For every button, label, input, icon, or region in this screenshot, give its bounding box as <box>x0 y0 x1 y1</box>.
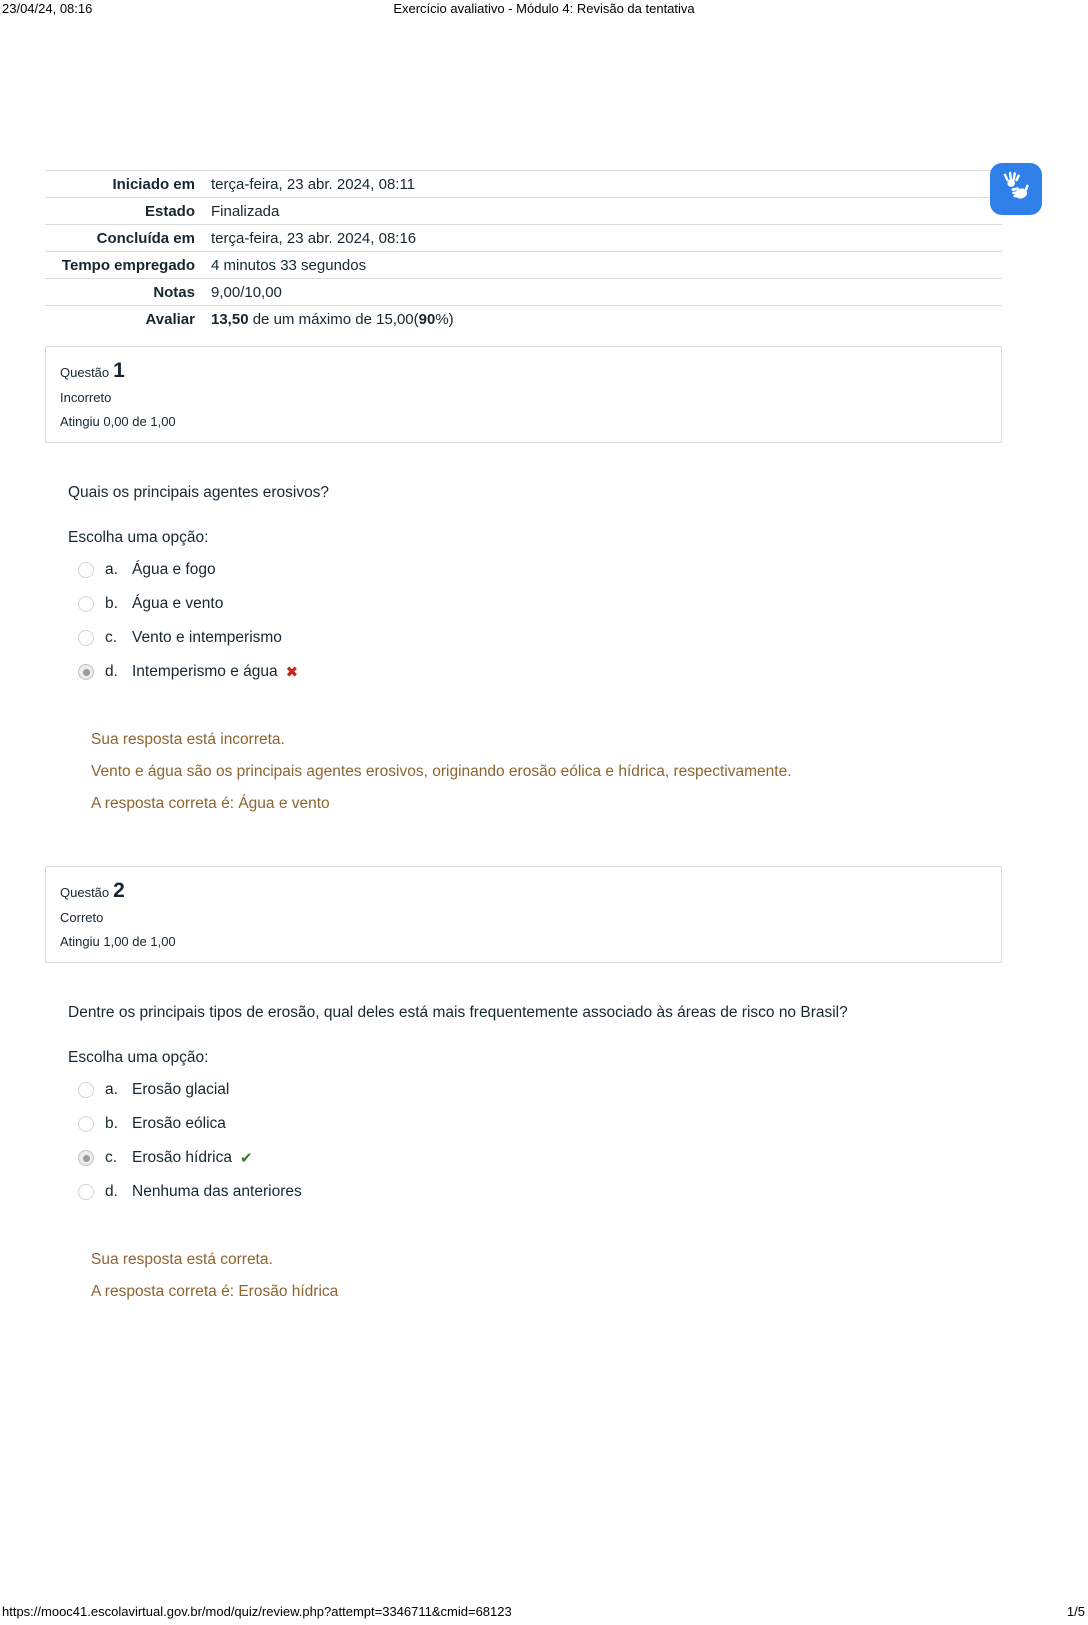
answer-options <box>68 560 1002 682</box>
option-text: Nenhuma das anteriores <box>132 1183 302 1200</box>
option-text: Erosão eólica <box>132 1115 226 1132</box>
summary-row-grade <box>45 305 1002 332</box>
incorrect-cross-icon: ✖ <box>285 664 299 681</box>
summary-label: Concluída em <box>96 230 195 247</box>
question-1-info-box <box>45 346 1002 443</box>
option-row-a <box>68 560 1002 580</box>
option-text: Água e vento <box>132 595 224 612</box>
feedback-verdict: Sua resposta está incorreta. <box>91 731 285 748</box>
option-letter: d. <box>105 1183 118 1200</box>
question-state-badge: Incorreto <box>60 390 112 405</box>
option-row-d-selected <box>68 662 1002 682</box>
summary-label: Iniciado em <box>112 176 195 193</box>
question-1-content <box>68 483 1002 814</box>
option-letter: a. <box>105 1081 118 1098</box>
summary-row-marks <box>45 278 1002 305</box>
radio-button-selected[interactable] <box>78 1150 94 1166</box>
summary-value: Finalizada <box>211 203 280 220</box>
option-text: Erosão glacial <box>132 1081 230 1098</box>
question-text: Dentre os principais tipos de erosão, qual deles está mais frequentemente associado às áreas de risco no Brasil? <box>68 1004 848 1021</box>
radio-button[interactable] <box>78 596 94 612</box>
question-grade: Atingiu 0,00 de 1,00 <box>60 414 176 429</box>
summary-value <box>195 310 454 329</box>
question-number <box>60 359 987 383</box>
libras-accessibility-button[interactable] <box>990 163 1042 215</box>
print-header <box>0 1 1088 19</box>
option-row-b <box>68 1114 1002 1134</box>
summary-value: 9,00/10,00 <box>211 284 282 301</box>
option-letter: c. <box>105 629 118 646</box>
question-2-info-box <box>45 866 1002 963</box>
radio-button[interactable] <box>78 1116 94 1132</box>
hand-talk-libras-icon <box>999 170 1033 209</box>
question-2-feedback <box>91 1250 1002 1302</box>
summary-row-time-taken <box>45 251 1002 278</box>
feedback-correct-answer: A resposta correta é: Água e vento <box>91 795 330 812</box>
radio-button[interactable] <box>78 562 94 578</box>
choice-prompt: Escolha uma opção: <box>68 529 209 546</box>
choice-prompt: Escolha uma opção: <box>68 1049 209 1066</box>
summary-label: Notas <box>153 284 195 301</box>
option-letter: d. <box>105 663 118 680</box>
question-number-value: 1 <box>113 359 125 382</box>
option-row-a <box>68 1080 1002 1100</box>
summary-row-state <box>45 197 1002 224</box>
question-number <box>60 879 987 903</box>
summary-label: Avaliar <box>145 311 195 328</box>
quiz-review-content <box>45 170 1002 1314</box>
option-text: Erosão hídrica <box>132 1149 232 1166</box>
question-2-content <box>68 1003 1002 1302</box>
radio-button-selected[interactable] <box>78 664 94 680</box>
correct-check-icon: ✔ <box>239 1150 253 1167</box>
option-letter: b. <box>105 595 118 612</box>
option-letter: b. <box>105 1115 118 1132</box>
summary-label: Tempo empregado <box>61 257 195 274</box>
question-number-value: 2 <box>113 879 125 902</box>
feedback-explanation: Vento e água são os principais agentes erosivos, originando erosão eólica e hídrica, respectivamente. <box>91 763 792 780</box>
attempt-summary-table <box>45 170 1002 332</box>
grade-text: de um máximo de 15,00( <box>248 311 419 328</box>
print-datetime: 23/04/24, 08:16 <box>2 1 93 16</box>
summary-label: Estado <box>144 203 195 220</box>
question-state-badge: Correto <box>60 910 104 925</box>
grade-text-end: %) <box>435 311 454 328</box>
question-grade: Atingiu 1,00 de 1,00 <box>60 934 176 949</box>
option-row-c-selected <box>68 1148 1002 1168</box>
question-text: Quais os principais agentes erosivos? <box>68 484 330 501</box>
summary-value: 4 minutos 33 segundos <box>211 257 367 274</box>
summary-value: terça-feira, 23 abr. 2024, 08:11 <box>211 176 416 193</box>
summary-value: terça-feira, 23 abr. 2024, 08:16 <box>211 230 417 247</box>
option-row-b <box>68 594 1002 614</box>
feedback-verdict: Sua resposta está correta. <box>91 1251 273 1268</box>
question-1-feedback <box>91 730 1002 814</box>
page-number: 1/5 <box>1066 1604 1085 1619</box>
question-number-label: Questão <box>60 885 110 900</box>
answer-options <box>68 1080 1002 1202</box>
option-row-c <box>68 628 1002 648</box>
summary-row-started <box>45 170 1002 197</box>
option-letter: c. <box>105 1149 118 1166</box>
option-row-d <box>68 1182 1002 1202</box>
option-letter: a. <box>105 561 118 578</box>
option-text: Intemperismo e água <box>132 663 278 680</box>
summary-row-completed <box>45 224 1002 251</box>
radio-button[interactable] <box>78 1082 94 1098</box>
radio-button[interactable] <box>78 1184 94 1200</box>
page-url: https://mooc41.escolavirtual.gov.br/mod/quiz/review.php?attempt=3346711&cmid=68123 <box>2 1604 512 1619</box>
feedback-correct-answer: A resposta correta é: Erosão hídrica <box>91 1283 339 1300</box>
option-text: Água e fogo <box>132 561 216 578</box>
question-number-label: Questão <box>60 365 110 380</box>
grade-points: 13,50 <box>211 311 249 328</box>
grade-percent: 90 <box>418 311 436 328</box>
radio-button[interactable] <box>78 630 94 646</box>
option-text: Vento e intemperismo <box>132 629 282 646</box>
page-title: Exercício avaliativo - Módulo 4: Revisão da tentativa <box>393 1 695 16</box>
